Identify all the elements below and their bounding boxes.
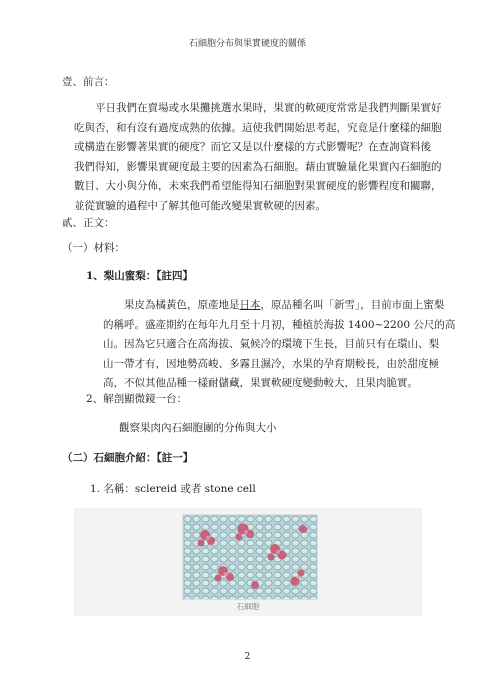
page-number: 2: [244, 652, 251, 662]
subsection-heading-materials: （一）材料：: [62, 242, 125, 254]
pear-line: 高，不似其他品種一樣耐儲藏，果實軟硬度變動較大，且果肉脆實。: [103, 377, 418, 389]
stone-cell-name: 1. 名稱：sclereid 或者 stone cell: [90, 483, 256, 495]
preface-line: 或構造在影響著果實的硬度？而它又是以什麼樣的方式影響呢？在查詢資料後: [74, 141, 431, 153]
microscope-description: 觀察果肉內石細胞團的分佈與大小: [119, 422, 277, 434]
preface-line: 數目、大小與分佈，未來我們希望能得知石細胞對果實硬度的影響程度和關聯，: [74, 180, 442, 192]
preface-line: 並從實驗的過程中了解其他可能改變果實軟硬的因素。: [74, 199, 326, 212]
pear-line: [103, 296, 445, 316]
section-heading-body: 貳、正文：: [62, 217, 115, 229]
stone-cell-micrograph: [182, 514, 318, 600]
item-heading-pear: 1、梨山蜜梨：【註四】: [86, 270, 194, 282]
preface-paragraph: [74, 99, 442, 216]
figure-caption: 石細胞: [236, 602, 260, 611]
preface-line: 吃與否，和有沒有過度成熟的依據。這使我們開始思考起，究竟是什麼樣的細胞: [74, 121, 442, 134]
preface-line: 平日我們在賣場或水果攤挑選水果時，果實的軟硬度常常是我們判斷果實好: [95, 102, 442, 114]
origin-underlined: 日本: [239, 299, 261, 311]
stone-cell-figure: [74, 508, 422, 616]
preface-line: 我們得知，影響果實硬度最主要的因素為石細胞。藉由實驗量化果實內石細胞的: [74, 160, 442, 173]
pear-line: 的稱呼。盛產期約在每年九月至十月初，種植於海拔 1400~2200 公尺的高: [103, 318, 456, 331]
item-heading-microscope: 2、解剖顯微鏡一台：: [86, 393, 188, 405]
section-heading-preface: 壹、前言：: [62, 76, 115, 88]
pear-text: ，原品種名叫「新雪」，目前市面上蜜梨: [260, 299, 445, 311]
pear-line: 山一帶才有，因地勢高峻、多霧且濕冷，水果的孕育期較長，由於甜度極: [103, 357, 439, 370]
pear-text: 果皮為橘黃色，原產地是: [124, 299, 240, 311]
subsection-heading-stone-cell: （二）石細胞介紹：【註一】: [62, 452, 194, 464]
pear-paragraph: [103, 296, 456, 394]
pear-line: 山。因為它只適合在高海拔、氣候冷的環境下生長，目前只有在環山、梨: [103, 338, 439, 350]
page-header: 石細胞分布與果實硬度的關係: [188, 39, 306, 49]
